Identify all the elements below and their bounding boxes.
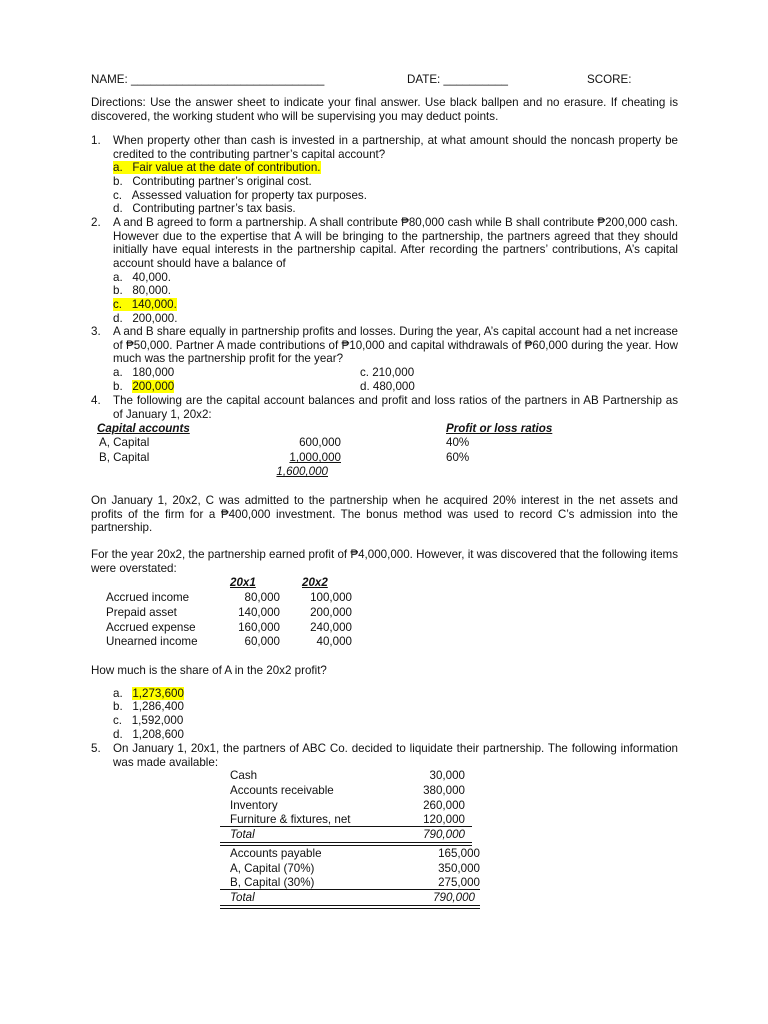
partner-b-name: B, Capital [99,451,150,464]
partner-a-name: A, Capital [99,436,150,449]
q2-text: A and B agreed to form a partnership. A shall contribute ₱80,000 cash while B shall contribute ₱200,000 cash. However due to the expertise that A will be bringing to the partnership, the partners agreed that they should initially have equal interests in the partnership capital. After recording the partners’ contributions, A’s capital account should have a balance of [113,216,678,271]
item-20x2: 40,000 [316,635,352,648]
q4-paragraph-admission: On January 1, 20x2, C was admitted to the partnership when he acquired 20% interest in the net assets and profits of the firm for a ₱400,000 investment. The bonus method was used to record C’s admission into the partnership. [91,494,678,535]
assets-rule-double-1 [220,842,472,843]
q4-choice-d: d. 1,208,600 [113,728,184,741]
q3-number: 3. [91,325,101,338]
item-name: Accrued income [106,591,190,604]
assets-rule-double-2 [220,845,472,846]
asset-name: Cash [230,769,258,782]
date-field: DATE: __________ [407,73,508,86]
item-20x2: 240,000 [310,621,352,634]
q4-paragraph-profit: For the year 20x2, the partnership earned profit of ₱4,000,000. However, it was discovered that the following items were overstated: [91,548,678,575]
asset-amount: 380,000 [423,784,465,797]
capital-accounts-header: Capital accounts [97,422,190,435]
asset-name: Accounts receivable [230,784,334,797]
item-20x1: 140,000 [238,606,280,619]
item-name: Unearned income [106,635,198,648]
col-20x1-header: 20x1 [230,576,256,589]
q2-choice-b: b. 80,000. [113,284,172,297]
q2-choice-a: a. 40,000. [113,271,172,284]
liability-amount: 275,000 [438,876,480,889]
liability-name: B, Capital (30%) [230,876,315,889]
score-field: SCORE: [587,73,632,86]
q4-choice-a: a. 1,273,600 [113,687,184,700]
q4-choice-c: c. 1,592,000 [113,714,184,727]
q3-choice-b: b. 200,000 [113,380,175,393]
assets-total-amount: 790,000 [423,828,465,841]
directions: Directions: Use the answer sheet to indicate your final answer. Use black ballpen and no erasure. If cheating is discovered, the working student who will be supervising you may deduct points. [91,96,678,123]
liability-amount: 350,000 [438,862,480,875]
q3-choice-d: d. 480,000 [360,380,415,393]
q3-choice-c: c. 210,000 [360,366,415,379]
q3-choice-a: a. 180,000 [113,366,175,379]
item-20x1: 160,000 [238,621,280,634]
q4-choice-b: b. 1,286,400 [113,700,184,713]
q1-choice-d: d. Contributing partner’s tax basis. [113,202,296,215]
q5-number: 5. [91,742,101,755]
capital-total: 1,600,000 [276,465,328,478]
q5-text: On January 1, 20x1, the partners of ABC Co. decided to liquidate their partnership. The following information was made available: [113,742,678,769]
partner-b-amount: 1,000,000 [289,451,341,464]
asset-amount: 120,000 [423,813,465,826]
item-name: Accrued expense [106,621,196,634]
liab-rule-double-2 [220,908,480,909]
q1-choice-a: a. Fair value at the date of contribution. [113,161,321,174]
item-20x1: 60,000 [244,635,280,648]
assets-rule-top [220,826,472,827]
q1-text: When property other than cash is invested in a partnership, at what amount should the noncash property be credited to the contributing partner’s capital account? [113,134,678,161]
liab-rule-top [220,889,480,890]
q3-text: A and B share equally in partnership profits and losses. During the year, A’s capital account had a net increase of ₱50,000. Partner A made contributions of ₱10,000 and capital withdrawals of ₱60,000 during the year. How much was the partnership profit for the year? [113,325,678,366]
liab-total-label: Total [230,891,255,904]
col-20x2-header: 20x2 [302,576,328,589]
q1-choice-c: c. Assessed valuation for property tax purposes. [113,189,367,202]
partner-a-amount: 600,000 [299,436,341,449]
q2-choice-d: d. 200,000. [113,312,178,325]
q4-text: The following are the capital account balances and profit and loss ratios of the partners in AB Partnership as of January 1, 20x2: [113,394,678,421]
q1-number: 1. [91,134,101,147]
liability-amount: 165,000 [438,847,480,860]
liability-name: Accounts payable [230,847,322,860]
partner-a-ratio: 40% [446,436,470,449]
q2-number: 2. [91,216,101,229]
q2-choice-c: c. 140,000. [113,298,177,311]
name-field: NAME: ______________________________ [91,73,325,86]
liab-rule-double-1 [220,905,480,906]
asset-name: Furniture & fixtures, net [230,813,351,826]
asset-amount: 30,000 [429,769,465,782]
item-20x2: 100,000 [310,591,352,604]
liab-total-amount: 790,000 [433,891,475,904]
item-name: Prepaid asset [106,606,177,619]
partner-b-ratio: 60% [446,451,470,464]
q4-number: 4. [91,394,101,407]
q4-question: How much is the share of A in the 20x2 profit? [91,664,327,677]
q1-choice-b: b. Contributing partner’s original cost. [113,175,312,188]
item-20x1: 80,000 [244,591,280,604]
assets-total-label: Total [230,828,255,841]
asset-name: Inventory [230,799,278,812]
profit-loss-ratios-header: Profit or loss ratios [446,422,553,435]
liability-name: A, Capital (70%) [230,862,315,875]
asset-amount: 260,000 [423,799,465,812]
item-20x2: 200,000 [310,606,352,619]
